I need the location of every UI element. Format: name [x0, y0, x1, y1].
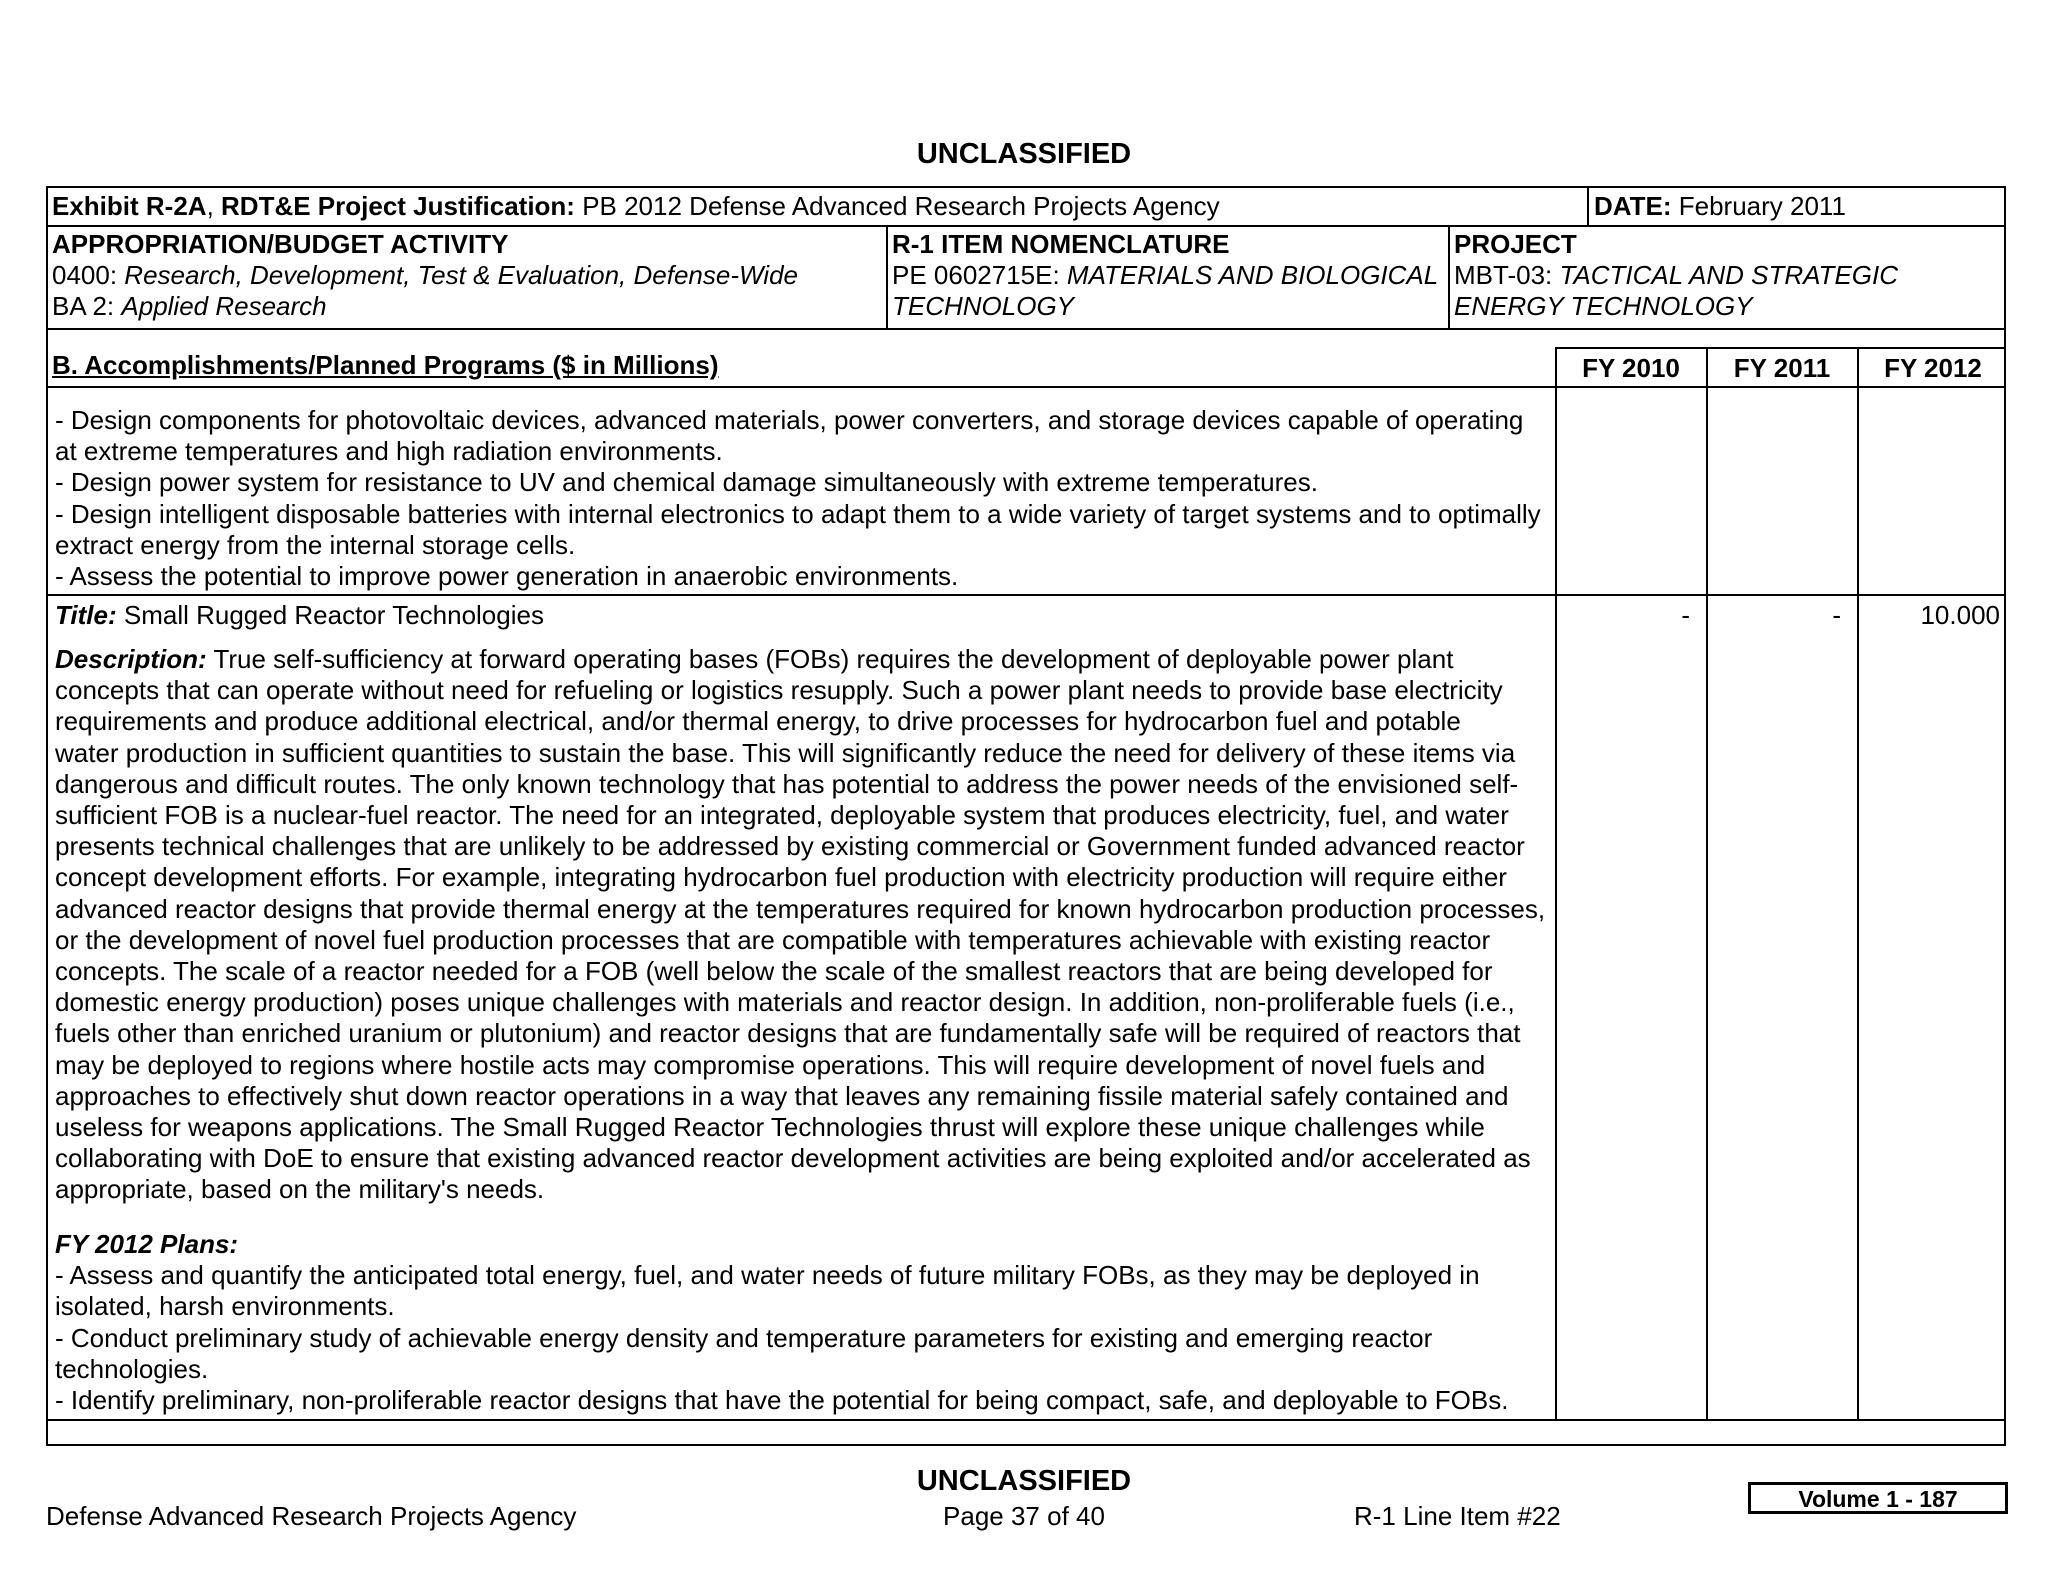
continued-list	[55, 405, 1565, 592]
appropriation-block	[52, 229, 798, 322]
divider	[1706, 347, 1708, 1420]
plans-line: - Identify preliminary, non-proliferable reactor designs that have the potential for being compact, safe, and deployable to FOBs.	[55, 1385, 1509, 1416]
divider	[1857, 347, 1859, 1420]
title-value: Small Rugged Reactor Technologies	[116, 600, 544, 630]
plans-line: isolated, harsh environments.	[55, 1291, 395, 1322]
description-line: True self-sufficiency at forward operating bases (FOBs) requires the development of deployable power plant	[206, 644, 1454, 674]
project-block	[1454, 229, 1898, 322]
description-line: domestic energy production) poses unique challenges with materials and reactor design. In addition, non-proliferable fuels (i.e.,	[55, 987, 1515, 1018]
description-line: concepts that can operate without need for refueling or logistics resupply. Such a power plant needs to provide base electricity	[55, 675, 1503, 706]
fy2010-value: -	[1681, 600, 1690, 630]
project-code: MBT-03:	[1454, 260, 1560, 290]
description-label: Description:	[55, 644, 207, 674]
description-line: sufficient FOB is a nuclear-fuel reactor. The need for an integrated, deployable system that produces electricity, fuel, and water	[55, 800, 1509, 831]
divider	[1448, 225, 1450, 329]
justification-value: PB 2012 Defense Advanced Research Projects Agency	[574, 191, 1220, 221]
divider	[46, 386, 2006, 388]
volume-box: Volume 1 - 187	[1748, 1482, 2008, 1514]
divider	[46, 594, 2006, 596]
exhibit-sep: ,	[206, 191, 222, 221]
r1-name-1: MATERIALS AND BIOLOGICAL	[1066, 260, 1439, 290]
divider	[46, 225, 2006, 227]
r1-block	[892, 229, 1438, 322]
classification-bottom: UNCLASSIFIED	[916, 1465, 1132, 1497]
section-title: B. Accomplishments/Planned Programs ($ in Millions)	[52, 350, 719, 380]
list-item: - Assess the potential to improve power generation in anaerobic environments.	[55, 561, 959, 592]
description-line: water production in sufficient quantities to sustain the base. This will significantly reduce the need for delivery of these items via	[55, 737, 1516, 768]
col-header-fy2012: FY 2012	[1884, 353, 1982, 383]
exhibit-title	[52, 191, 1220, 222]
description-line: advanced reactor designs that provide thermal energy at the temperatures required for known hydrocarbon production processes,	[55, 893, 1546, 924]
r1-label: R-1 ITEM NOMENCLATURE	[892, 229, 1230, 259]
exhibit-label: Exhibit R-2A	[52, 191, 207, 221]
description-line: or the development of novel fuel production processes that are compatible with temperatures achievable with existing reactor	[55, 924, 1491, 955]
divider	[886, 225, 888, 329]
divider	[46, 328, 2006, 330]
plans-line: - Conduct preliminary study of achievable energy density and temperature parameters for existing and emerging reactor	[55, 1322, 1433, 1353]
description-line: may be deployed to regions where hostile acts may compromise operations. This will require development of novel fuels and	[55, 1049, 1486, 1080]
list-item: - Design intelligent disposable batteries with internal electronics to adapt them to a wide variety of target systems and to optimally	[55, 498, 1541, 529]
description-line: dangerous and difficult routes. The only known technology that has potential to address the power needs of the envisioned self-	[55, 768, 1519, 799]
ba-name: Applied Research	[121, 291, 327, 321]
program-plans	[55, 1229, 1565, 1416]
appropriation-name: Research, Development, Test & Evaluation, Defense-Wide	[124, 260, 798, 290]
divider	[1587, 186, 1589, 226]
program-description	[55, 644, 1565, 1206]
plans-line: - Assess and quantify the anticipated total energy, fuel, and water needs of future military FOBs, as they may be deployed in	[55, 1260, 1480, 1291]
description-line: useless for weapons applications. The Small Rugged Reactor Technologies thrust will explore these unique challenges while	[55, 1112, 1485, 1143]
program-title	[55, 600, 544, 631]
description-line: concept development efforts. For example, integrating hydrocarbon fuel production with electricity production will require either	[55, 862, 1507, 893]
ba-code: BA 2:	[52, 291, 122, 321]
plans-label: FY 2012 Plans:	[55, 1229, 239, 1259]
fy2012-value: 10.000	[1920, 600, 2000, 630]
description-line: fuels other than enriched uranium or plutonium) and reactor designs that are fundamentally safe will be required of reactors that	[55, 1018, 1521, 1049]
list-item: - Design power system for resistance to UV and chemical damage simultaneously with extreme temperatures.	[55, 467, 1318, 498]
plans-line: technologies.	[55, 1353, 209, 1384]
footer-line-item: R-1 Line Item #22	[1354, 1501, 1561, 1531]
r1-code: PE 0602715E:	[892, 260, 1067, 290]
title-label: Title:	[55, 600, 117, 630]
footer-agency: Defense Advanced Research Projects Agency	[46, 1501, 577, 1531]
r1-name-2: TECHNOLOGY	[892, 291, 1075, 321]
date-value: February 2011	[1671, 191, 1846, 221]
classification-top: UNCLASSIFIED	[916, 138, 1132, 170]
description-line: collaborating with DoE to ensure that existing advanced reactor development activities are being exploited and/or accelerated as	[55, 1143, 1531, 1174]
description-line: concepts. The scale of a reactor needed for a FOB (well below the scale of the smallest reactors that are being developed for	[55, 956, 1493, 987]
list-item: at extreme temperatures and high radiation environments.	[55, 436, 723, 467]
list-item: - Design components for photovoltaic devices, advanced materials, power converters, and storage devices capable of operating	[55, 405, 1524, 435]
divider	[46, 1419, 2006, 1421]
justification-label: RDT&E Project Justification:	[221, 191, 575, 221]
fy2011-value: -	[1832, 600, 1841, 630]
description-line: presents technical challenges that are unlikely to be addressed by existing commercial or Government funded advanced reactor	[55, 831, 1525, 862]
description-line: requirements and produce additional electrical, and/or thermal energy, to drive processes for hydrocarbon fuel and potable	[55, 706, 1461, 737]
appropriation-label: APPROPRIATION/BUDGET ACTIVITY	[52, 229, 509, 259]
appropriation-code: 0400:	[52, 260, 125, 290]
project-label: PROJECT	[1454, 229, 1577, 259]
col-header-fy2010: FY 2010	[1582, 353, 1680, 383]
col-header-fy2011: FY 2011	[1733, 353, 1831, 383]
date-field	[1594, 191, 1846, 222]
description-line: appropriate, based on the military's needs.	[55, 1174, 545, 1205]
project-name-1: TACTICAL AND STRATEGIC	[1559, 260, 1899, 290]
description-line: approaches to effectively shut down reactor operations in a way that leaves any remaining fissile material safely contained and	[55, 1080, 1509, 1111]
project-name-2: ENERGY TECHNOLOGY	[1454, 291, 1753, 321]
divider	[1555, 347, 2006, 349]
date-label: DATE:	[1594, 191, 1672, 221]
footer-page: Page 37 of 40	[943, 1501, 1105, 1531]
list-item: extract energy from the internal storage cells.	[55, 529, 576, 560]
